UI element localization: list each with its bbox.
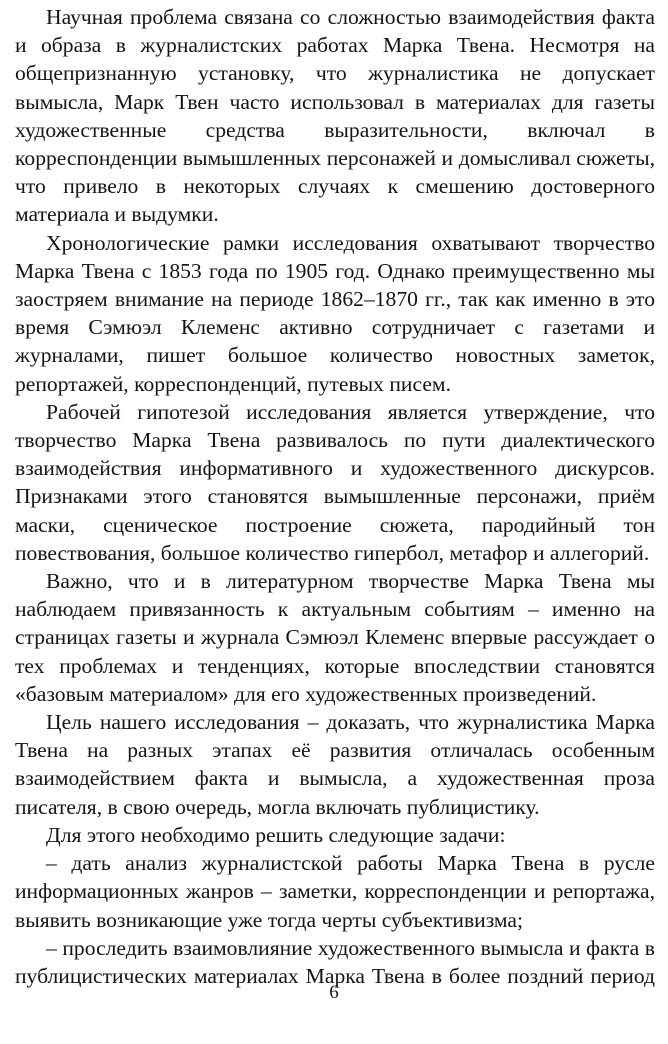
paragraph-research-goal: Цель нашего исследования – доказать, что журналистика Марка Твена на разных этапах её развития отличалась особенным взаимодействием факта и вымысла, а художественная проза писателя, в свою очередь, могла включать публицистику.	[15, 710, 655, 819]
paragraph-task-1: – дать анализ журналистской работы Марка Твена в русле информационных жанров – заметки, корреспонденции и репортажа, выявить возникающие уже тогда черты субъективизма;	[15, 851, 655, 932]
paragraph-tasks-intro: Для этого необходимо решить следующие задачи:	[46, 822, 506, 847]
paragraph-task-2: – проследить взаимовлияние художественного вымысла и факта в публицистических материалах Марка Твена в более поздний период	[15, 935, 655, 988]
paragraph-working-hypothesis: Рабочей гипотезой исследования является утверждение, что творчество Марка Твена развивалось по пути диалектического взаимодействия информативного и художественного дискурсов. Признаками этого становятся вымышленные персонажи, приём маски, сценическое построение сюжета, пародийный тон повествования, большое количество гипербол, метафор и аллегорий.	[15, 399, 655, 565]
paragraph-chronological-scope: Хронологические рамки исследования охватывают творчество Марка Твена с 1853 года по 1905 год. Однако преимущественно мы заостряем внимание на периоде 1862–1870 гг., так как именно в это время Сэмюэл Клеменс активно сотрудничает с газетами и журналами, пишет большое количество новостных заметок, репортажей, корреспонденций, путевых писем.	[15, 230, 655, 396]
page-body	[15, 3, 655, 990]
paragraph-scientific-problem: Научная проблема связана со сложностью взаимодействия факта и образа в журналистских работах Марка Твена. Несмотря на общепризнанную установку, что журналистика не допускает вымысла, Марк Твен часто использовал в материалах для газеты художественные средства выразительности, включал в корреспонденции вымышленных персонажей и домысливал сюжеты, что привело в некоторых случаях к смешению достоверного материала и выдумки.	[15, 5, 655, 227]
page-number: 6	[329, 982, 339, 1003]
paragraph-literary-work: Важно, что и в литературном творчестве Марка Твена мы наблюдаем привязанность к актуальным событиям – именно на страницах газеты и журнала Сэмюэл Клеменс впервые рассуждает о тех проблемах и тенденциях, которые впоследствии становятся «базовым материалом» для его художественных произведений.	[15, 569, 655, 706]
